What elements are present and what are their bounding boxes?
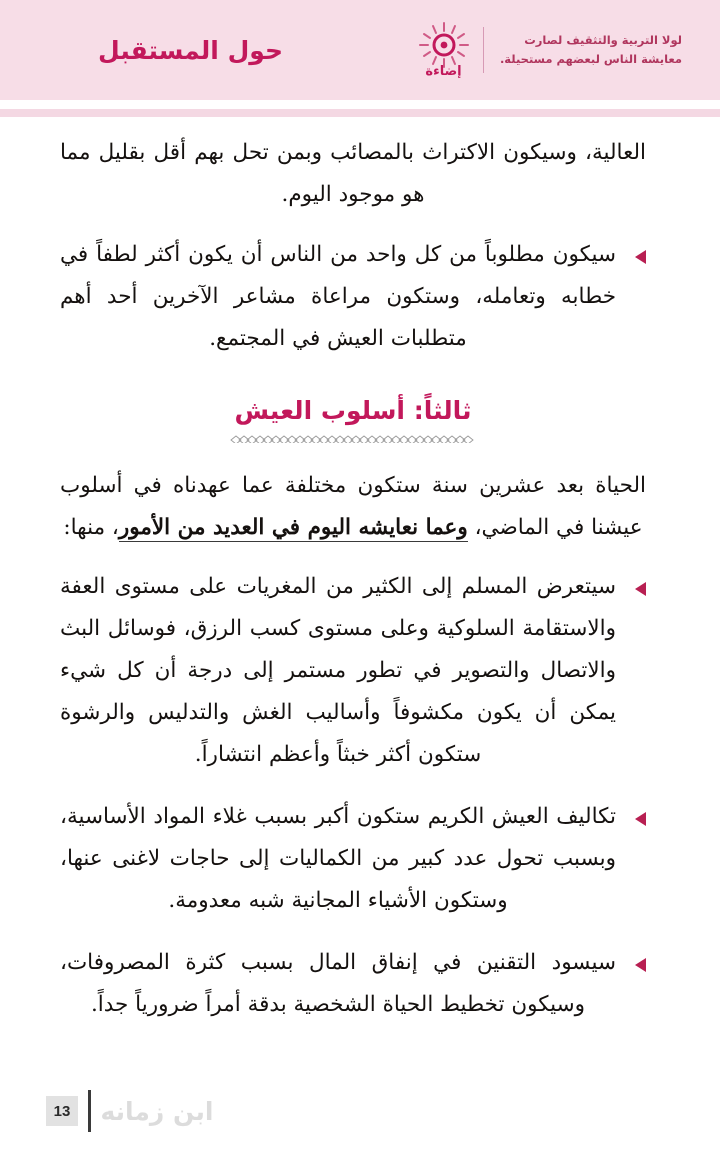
page-number: 13: [46, 1096, 78, 1126]
brand-lockup: [409, 17, 695, 83]
section-intro-paragraph: [60, 465, 646, 549]
list-item: [60, 566, 646, 776]
list-item-text: تكاليف العيش الكريم ستكون أكبر بسبب غلاء المواد الأساسية، وبسبب تحول عدد كبير من الكماليات إلى حاجات لاغنى عنها، وستكون الأشياء المجانية شبه معدومة.: [60, 804, 616, 913]
continued-paragraph: العالية، وسيكون الاكتراث بالمصائب وبمن تحل بهم أقل بقليل مما هو موجود اليوم.: [60, 140, 646, 207]
section-heading: ثالثاً: أسلوب العيش: [234, 395, 472, 425]
triangle-bullet-icon: [635, 250, 646, 264]
header-accent-stripe: [0, 109, 720, 117]
triangle-bullet-icon: [635, 958, 646, 972]
brand-logo: [409, 17, 483, 83]
triangle-bullet-icon: [635, 582, 646, 596]
section-intro-emphasis: وعما نعايشه اليوم في العديد من الأمور: [118, 514, 468, 540]
list-item: [60, 796, 646, 922]
book-title: ابن زمانه: [100, 1096, 214, 1126]
list-item: [60, 942, 646, 1026]
sun-rays-icon: [417, 22, 471, 68]
section-intro-tail: ، منها:: [63, 514, 119, 540]
list-item-text: سيكون مطلوباً من كل واحد من الناس أن يكون أكثر لطفاً في خطابه وتعامله، وستكون مراعاة مشاعر الآخرين أحد أهم متطلبات العيش في المجتمع.: [60, 241, 616, 351]
chapter-title: حول المستقبل: [98, 35, 283, 65]
list-item: [60, 234, 646, 360]
diamond-chain-divider-icon: [228, 431, 478, 443]
section-header: [60, 396, 646, 443]
footer-divider: [88, 1090, 91, 1132]
brand-divider: [483, 27, 485, 73]
brand-name: إضاءة: [425, 63, 462, 79]
brand-quote: لولا التربية والتثقيف لصارت معايشة الناس لبعضهم مستحيلة.: [499, 33, 682, 66]
page-header: [0, 0, 720, 100]
section-intro-lead: الحياة بعد عشرين سنة ستكون مختلفة عما عهدناه في أسلوب عيشنا في الماضي،: [60, 472, 646, 540]
page-footer: [0, 1090, 720, 1132]
list-item-text: سيسود التقنين في إنفاق المال بسبب كثرة المصروفات، وسيكون تخطيط الحياة الشخصية بدقة أمراً ضرورياً جداً.: [60, 949, 616, 1017]
page-content: [0, 132, 720, 1046]
list-item-text: سيتعرض المسلم إلى الكثير من المغريات على مستوى العفة والاستقامة السلوكية وعلى مستوى كسب الرزق، فوسائل البث والاتصال والتصوير في تطور مستمر إلى درجة أن كل شيء يمكن أن يكون مكشوفاً وأساليب الغش والتدليس والرشوة ستكون أكثر خبثاً وأعظم انتشاراً.: [60, 574, 616, 768]
triangle-bullet-icon: [635, 812, 646, 826]
